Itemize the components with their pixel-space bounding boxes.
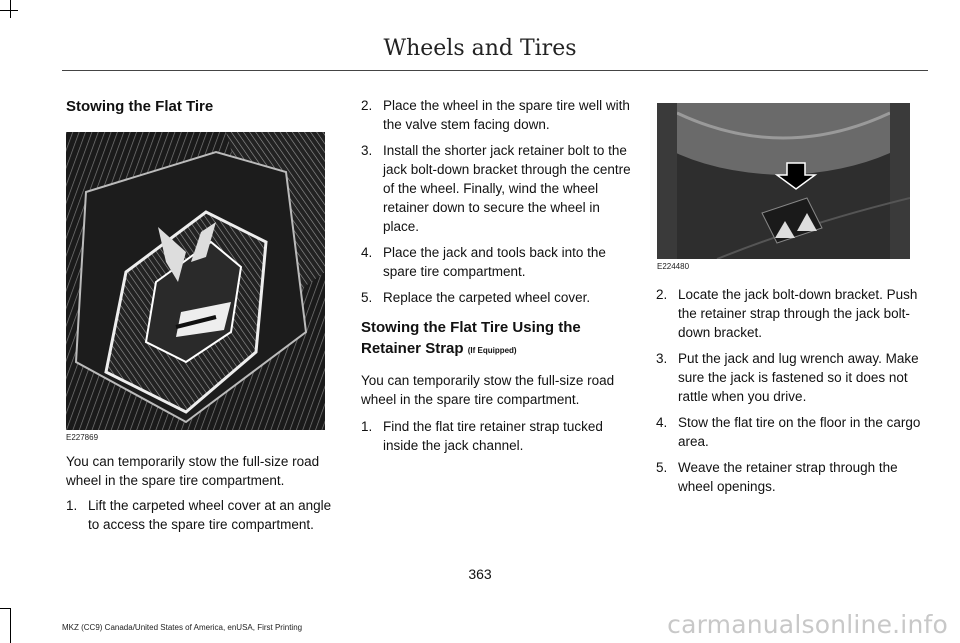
step-list [656,285,928,496]
step-number: 3. [361,143,373,158]
crop-mark [0,608,10,609]
list-item [656,413,928,451]
jack-bracket-illustration [657,103,910,259]
list-item [361,417,633,455]
crop-mark [10,0,11,18]
section-heading [361,317,633,361]
body-paragraph: You can temporarily stow the full-size road wheel in the spare tire compartment. [66,454,320,488]
page-number: 363 [468,566,492,582]
footer-text: MKZ (CC9) Canada/United States of America, enUSA, First Printing [62,623,303,632]
step-number: 2. [361,98,373,113]
wheel-cover-illustration [66,132,325,430]
step-text: Put the jack and lug wrench away. Make sure the jack is fastened so it does not rattle when you drive. [678,351,919,404]
step-number: 3. [656,351,668,366]
step-list [361,96,633,307]
right-column [656,285,928,503]
step-number: 1. [66,498,78,513]
list-item [361,288,633,307]
step-text: Replace the carpeted wheel cover. [383,290,591,305]
middle-column [361,96,633,462]
crop-mark [0,10,18,11]
header-divider [62,70,928,71]
crop-mark [10,608,11,643]
list-item [656,458,928,496]
list-item [361,96,633,134]
step-number: 1. [361,419,373,434]
page-title: Wheels and Tires [383,36,577,61]
spare-tire-compartment-figure [66,132,325,430]
step-list [361,417,633,455]
figure-code: E227869 [66,433,99,442]
step-number: 2. [656,287,668,302]
step-text: Install the shorter jack retainer bolt to the jack bolt-down bracket through the centre of the wheel. Finally, wind the wheel retainer down to secure the wheel in place. [383,143,631,234]
list-item [656,285,928,342]
step-text: Locate the jack bolt-down bracket. Push the retainer strap through the jack bolt-down bracket. [678,287,918,340]
list-item [361,141,633,236]
step-text: Stow the flat tire on the floor in the cargo area. [678,415,921,449]
section-heading: Stowing the Flat Tire [66,98,214,115]
list-item [361,243,633,281]
step-text: Weave the retainer strap through the wheel openings. [678,460,898,494]
step-text: Lift the carpeted wheel cover at an angle to access the spare tire compartment. [88,498,332,532]
watermark[interactable]: carmanualsonline.info [667,610,948,639]
figure-code: E224480 [657,262,690,271]
step-number: 4. [656,415,668,430]
left-column [66,96,340,117]
list-item [66,496,340,534]
step-number: 5. [361,290,373,305]
left-column-body [66,452,340,541]
body-paragraph: You can temporarily stow the full-size road wheel in the spare tire compartment. [361,373,615,407]
step-list [66,496,340,534]
section-heading-text: Stowing the Flat Tire Using the Retainer Strap [361,319,581,357]
list-item [656,349,928,406]
step-number: 4. [361,245,373,260]
step-number: 5. [656,460,668,475]
heading-note: (If Equipped) [467,346,517,355]
step-text: Place the wheel in the spare tire well with the valve stem facing down. [383,98,630,132]
step-text: Place the jack and tools back into the spare tire compartment. [383,245,606,279]
step-text: Find the flat tire retainer strap tucked inside the jack channel. [383,419,603,453]
jack-bracket-figure [657,103,910,259]
